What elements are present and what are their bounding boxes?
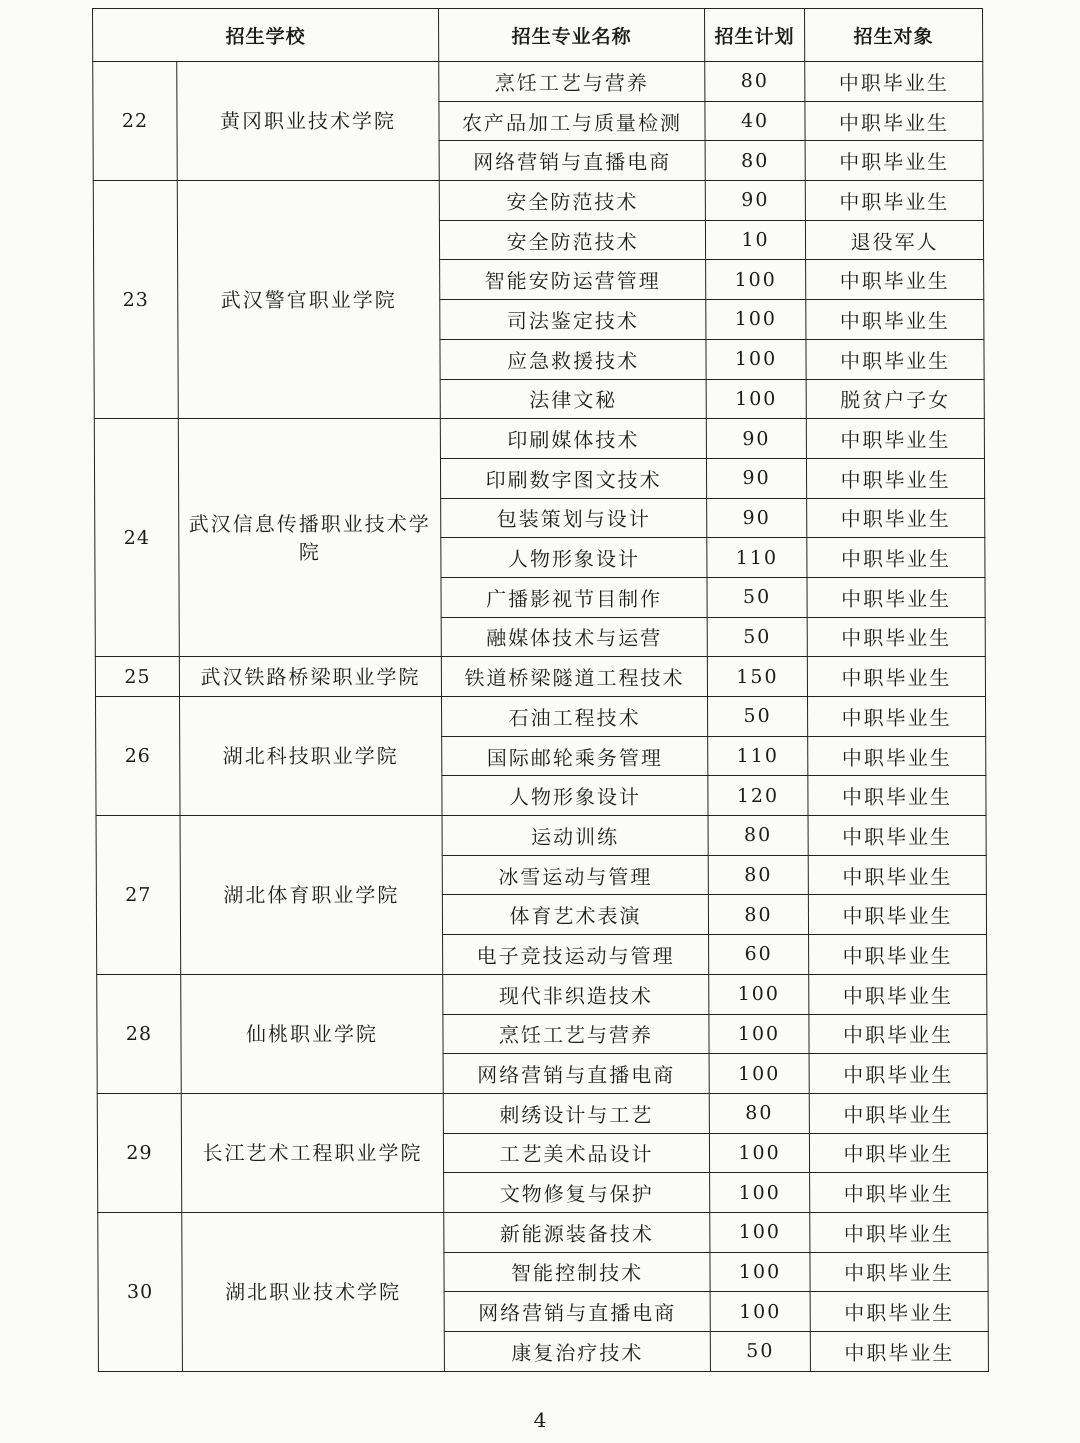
- enrollment-target: 中职毕业生: [807, 498, 985, 538]
- major-name: 现代非织造技术: [443, 974, 709, 1014]
- enrollment-plan: 80: [708, 816, 808, 856]
- school-number: 26: [96, 697, 181, 816]
- enrollment-target: 退役军人: [805, 220, 983, 260]
- enrollment-plan: 40: [705, 101, 805, 141]
- enrollment-target: 中职毕业生: [810, 1292, 988, 1332]
- enrollment-plan: 100: [710, 1173, 810, 1213]
- table-header: [93, 9, 983, 62]
- page-number: 4: [533, 1408, 547, 1432]
- school-number: 25: [95, 657, 179, 697]
- school-number: 28: [97, 974, 182, 1093]
- enrollment-plan: 110: [707, 538, 807, 578]
- table-row: [97, 974, 987, 1014]
- enrollment-target: 中职毕业生: [808, 895, 986, 935]
- enrollment-target: 中职毕业生: [805, 181, 983, 221]
- enrollment-plan: 60: [709, 935, 809, 975]
- school-name: 湖北科技职业学院: [180, 697, 443, 816]
- enrollment-target: 中职毕业生: [806, 458, 984, 498]
- enrollment-target: 中职毕业生: [808, 776, 986, 816]
- enrollment-plan: 100: [706, 379, 806, 419]
- enrollment-target: 中职毕业生: [807, 657, 985, 697]
- enrollment-plan: 50: [708, 697, 808, 737]
- major-name: 智能控制技术: [444, 1252, 710, 1292]
- enrollment-plan: 80: [708, 855, 808, 895]
- header-school: 招生学校: [93, 9, 439, 62]
- enrollment-target: 中职毕业生: [809, 935, 987, 975]
- major-name: 安全防范技术: [439, 220, 705, 260]
- major-name: 石油工程技术: [442, 697, 708, 737]
- school-name: 长江艺术工程职业学院: [181, 1093, 444, 1212]
- enrollment-target: 中职毕业生: [805, 101, 983, 141]
- enrollment-plan: 100: [706, 260, 806, 300]
- enrollment-plan: 100: [709, 1014, 809, 1054]
- major-name: 文物修复与保护: [444, 1173, 710, 1213]
- major-name: 广播影视节目制作: [441, 577, 707, 617]
- header-row: [93, 9, 983, 62]
- major-name: 电子竞技运动与管理: [443, 935, 709, 975]
- table-row: [97, 1093, 987, 1133]
- enrollment-target: 中职毕业生: [810, 1252, 988, 1292]
- enrollment-target: 中职毕业生: [806, 339, 984, 379]
- school-name: 湖北体育职业学院: [180, 816, 443, 975]
- major-name: 司法鉴定技术: [440, 300, 706, 340]
- major-name: 铁道桥梁隧道工程技术: [441, 657, 707, 697]
- table-row: [96, 697, 986, 737]
- school-name: 仙桃职业学院: [181, 974, 444, 1093]
- header-plan: 招生计划: [705, 9, 805, 62]
- enrollment-target: 中职毕业生: [807, 577, 985, 617]
- major-name: 网络营销与直播电商: [444, 1292, 710, 1332]
- enrollment-plan: 50: [707, 617, 807, 657]
- enrollment-target: 中职毕业生: [806, 260, 984, 300]
- enrollment-target: 中职毕业生: [806, 419, 984, 459]
- major-name: 安全防范技术: [439, 181, 705, 221]
- enrollment-plan: 90: [706, 458, 806, 498]
- major-name: 运动训练: [442, 816, 708, 856]
- table-body: [93, 62, 989, 1372]
- table-row: [95, 657, 985, 697]
- enrollment-plan: 100: [709, 974, 809, 1014]
- school-name: 武汉铁路桥梁职业学院: [179, 657, 441, 697]
- enrollment-target: 中职毕业生: [805, 62, 983, 102]
- enrollment-plan: 100: [709, 1054, 809, 1094]
- school-name: 湖北职业技术学院: [182, 1212, 445, 1371]
- enrollment-plan: 100: [709, 1133, 809, 1173]
- major-name: 烹饪工艺与营养: [443, 1014, 709, 1054]
- enrollment-plan: 80: [709, 1093, 809, 1133]
- major-name: 包装策划与设计: [441, 498, 707, 538]
- enrollment-plan: 100: [710, 1292, 810, 1332]
- enrollment-target: 中职毕业生: [809, 1133, 987, 1173]
- major-name: 人物形象设计: [441, 538, 707, 578]
- school-number: 24: [94, 419, 179, 657]
- enrollment-target: 中职毕业生: [806, 300, 984, 340]
- school-number: 22: [93, 62, 178, 181]
- enrollment-plan: 10: [705, 220, 805, 260]
- major-name: 印刷媒体技术: [440, 419, 706, 459]
- enrollment-plan: 120: [708, 776, 808, 816]
- major-name: 刺绣设计与工艺: [443, 1093, 709, 1133]
- school-name: 黄冈职业技术学院: [177, 62, 440, 181]
- major-name: 融媒体技术与运营: [441, 617, 707, 657]
- major-name: 新能源装备技术: [444, 1212, 710, 1252]
- major-name: 工艺美术品设计: [443, 1133, 709, 1173]
- enrollment-plan: 50: [707, 577, 807, 617]
- enrollment-table: [92, 8, 989, 1372]
- school-number: 23: [93, 181, 178, 419]
- table-row: [93, 62, 983, 102]
- enrollment-target: 中职毕业生: [809, 974, 987, 1014]
- enrollment-target: 中职毕业生: [807, 617, 985, 657]
- school-number: 30: [98, 1212, 183, 1371]
- enrollment-target: 中职毕业生: [810, 1332, 988, 1372]
- school-name: 武汉信息传播职业技术学院: [178, 419, 441, 657]
- enrollment-plan: 100: [710, 1252, 810, 1292]
- major-name: 体育艺术表演: [442, 895, 708, 935]
- major-name: 康复治疗技术: [444, 1332, 710, 1372]
- enrollment-target: 中职毕业生: [805, 141, 983, 181]
- enrollment-plan: 80: [705, 62, 805, 102]
- major-name: 应急救援技术: [440, 339, 706, 379]
- enrollment-target: 中职毕业生: [807, 538, 985, 578]
- major-name: 冰雪运动与管理: [442, 855, 708, 895]
- enrollment-plan: 90: [705, 181, 805, 221]
- enrollment-plan: 80: [708, 895, 808, 935]
- school-number: 29: [97, 1093, 182, 1212]
- major-name: 农产品加工与质量检测: [439, 101, 705, 141]
- enrollment-plan: 50: [710, 1332, 810, 1372]
- enrollment-plan: 100: [710, 1212, 810, 1252]
- enrollment-target: 中职毕业生: [809, 1014, 987, 1054]
- enrollment-plan: 110: [708, 736, 808, 776]
- major-name: 网络营销与直播电商: [439, 141, 705, 181]
- major-name: 人物形象设计: [442, 776, 708, 816]
- table-row: [94, 419, 984, 459]
- enrollment-target: 中职毕业生: [809, 1054, 987, 1094]
- table-row: [96, 816, 986, 856]
- enrollment-target: 中职毕业生: [808, 736, 986, 776]
- enrollment-target: 脱贫户子女: [806, 379, 984, 419]
- enrollment-plan: 100: [706, 300, 806, 340]
- major-name: 智能安防运营管理: [440, 260, 706, 300]
- enrollment-plan: 90: [706, 419, 806, 459]
- enrollment-target: 中职毕业生: [808, 697, 986, 737]
- major-name: 印刷数字图文技术: [440, 458, 706, 498]
- enrollment-plan: 80: [705, 141, 805, 181]
- enrollment-target: 中职毕业生: [810, 1212, 988, 1252]
- header-major: 招生专业名称: [439, 9, 705, 62]
- enrollment-plan: 90: [707, 498, 807, 538]
- enrollment-target: 中职毕业生: [808, 816, 986, 856]
- major-name: 网络营销与直播电商: [443, 1054, 709, 1094]
- school-number: 27: [96, 816, 181, 975]
- major-name: 国际邮轮乘务管理: [442, 736, 708, 776]
- major-name: 法律文秘: [440, 379, 706, 419]
- table-row: [98, 1212, 988, 1252]
- enrollment-plan: 100: [706, 339, 806, 379]
- enrollment-target: 中职毕业生: [808, 855, 986, 895]
- table-row: [93, 181, 983, 221]
- school-name: 武汉警官职业学院: [177, 181, 440, 419]
- enrollment-target: 中职毕业生: [810, 1173, 988, 1213]
- enrollment-plan: 150: [707, 657, 807, 697]
- major-name: 烹饪工艺与营养: [439, 62, 705, 102]
- header-target: 招生对象: [805, 9, 983, 62]
- enrollment-target: 中职毕业生: [809, 1093, 987, 1133]
